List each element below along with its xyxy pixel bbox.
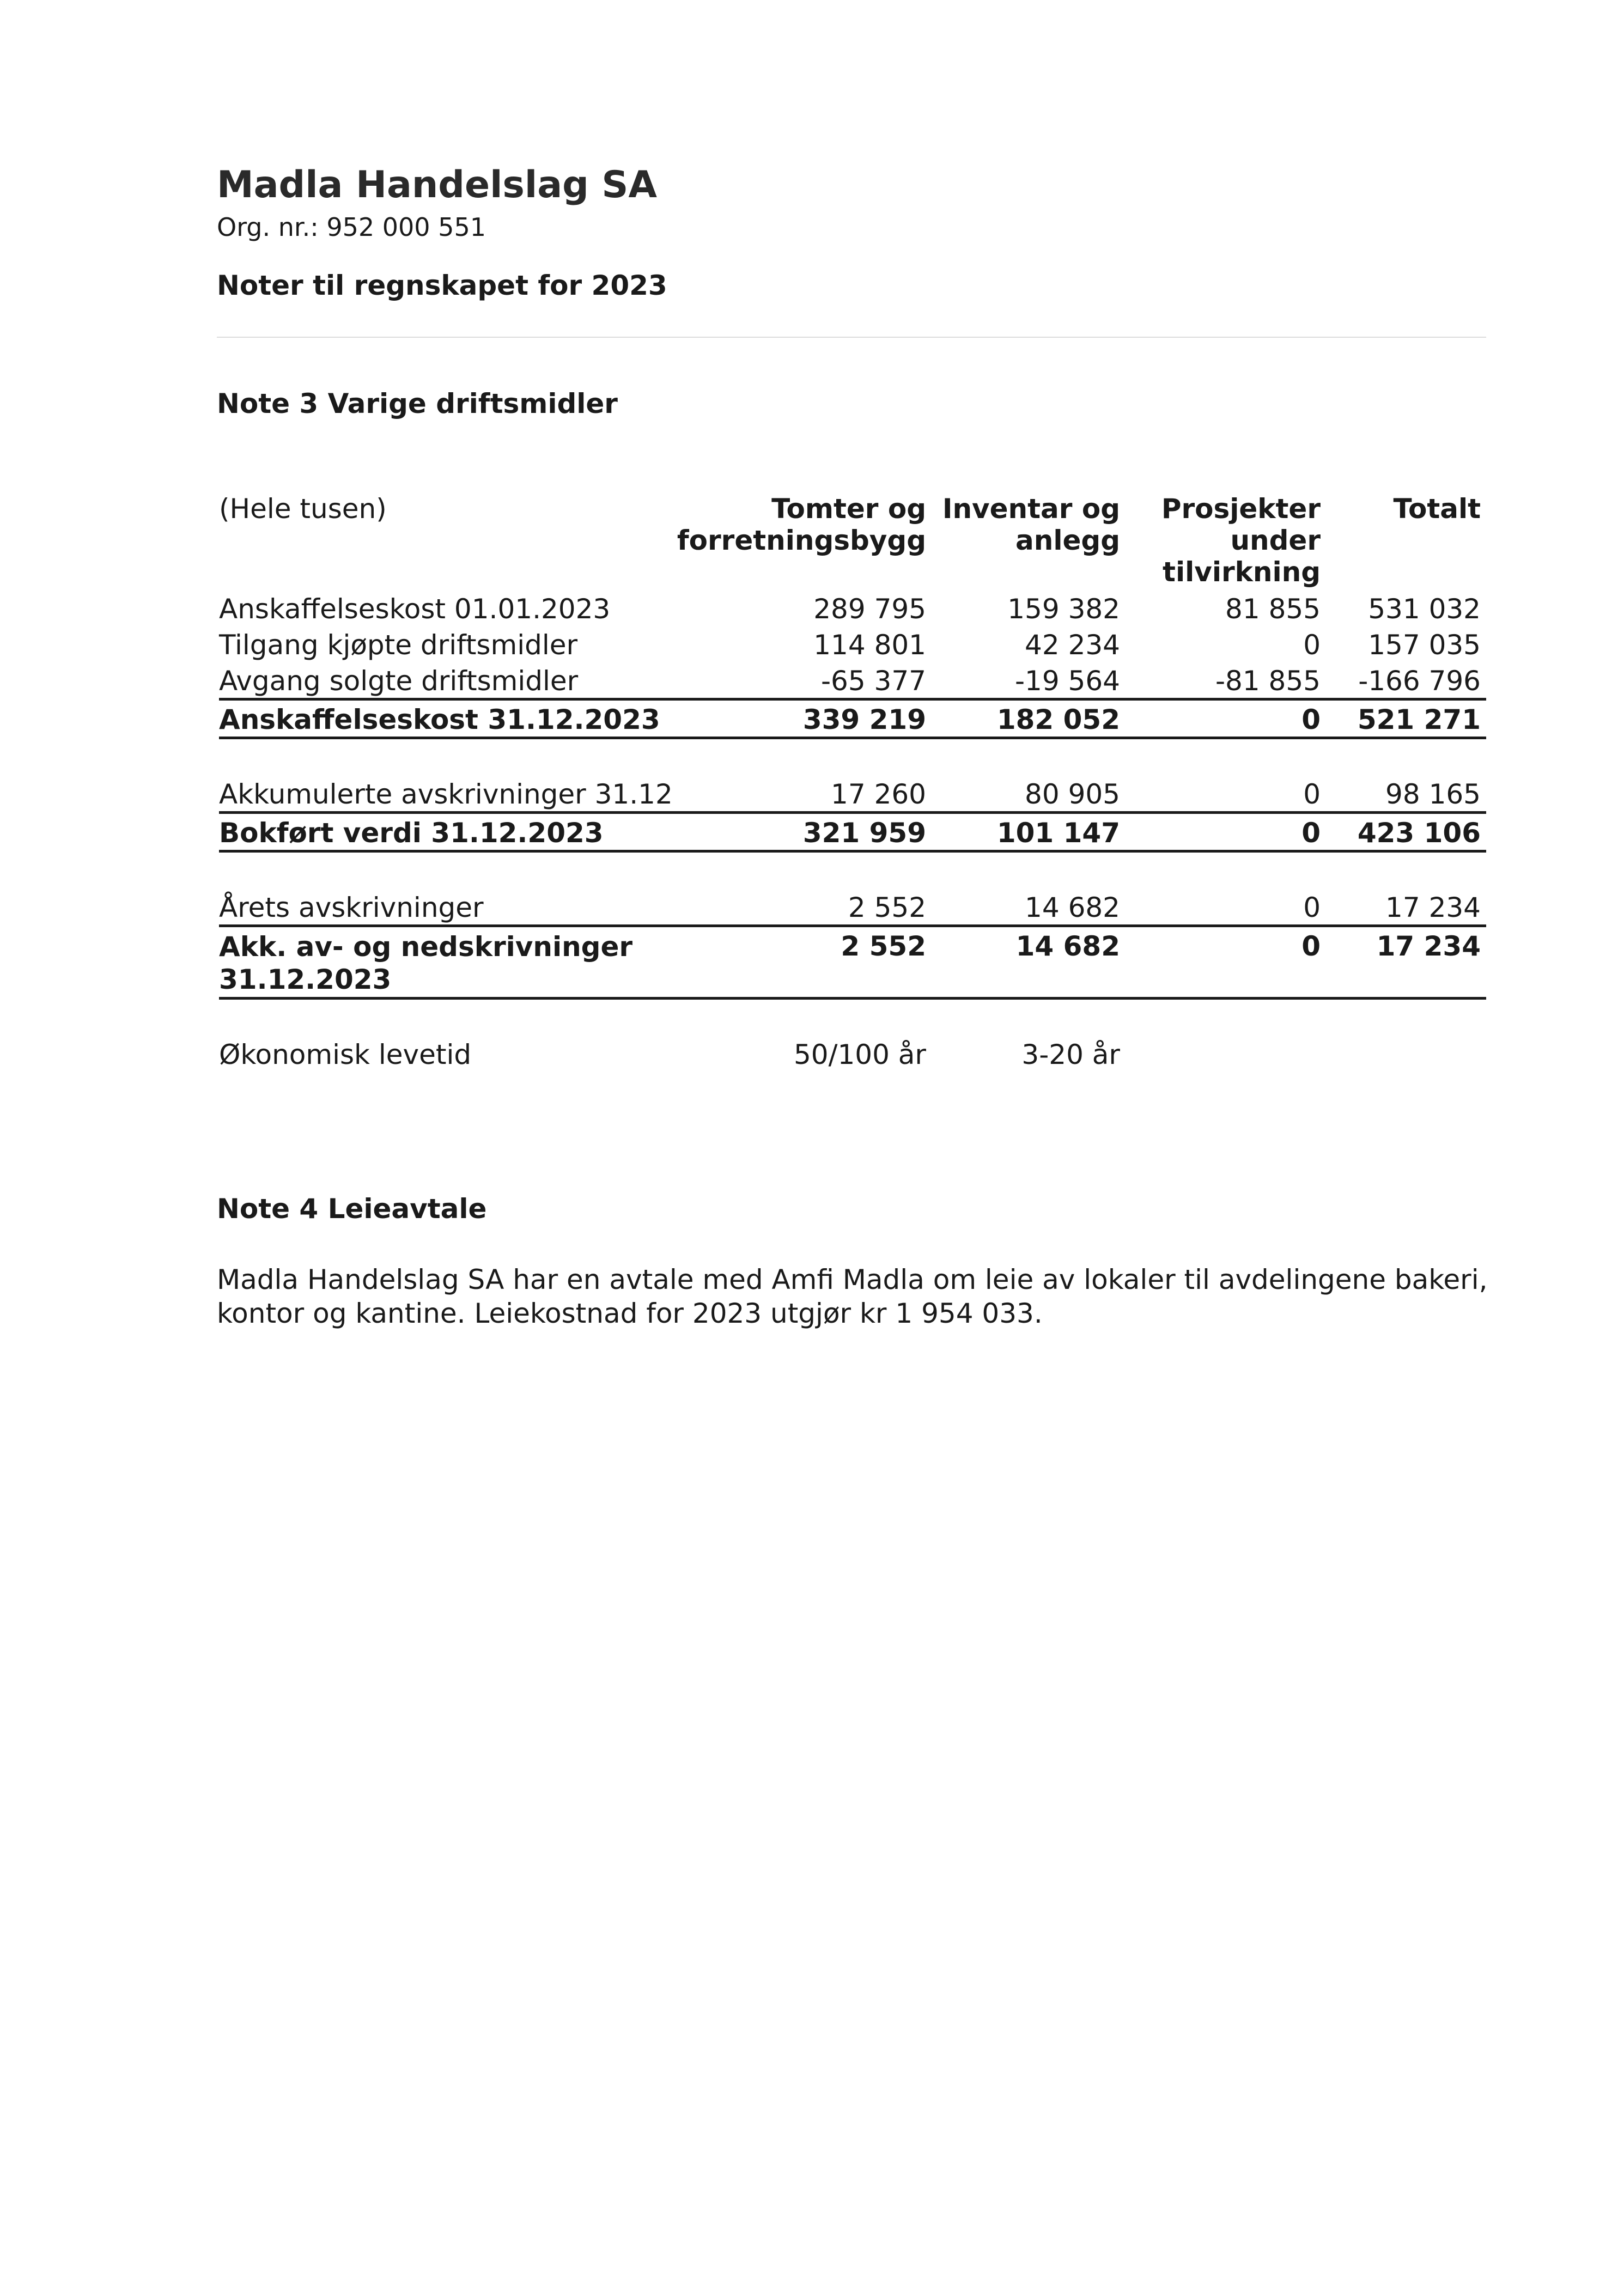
unit-label: (Hele tusen) — [219, 493, 387, 525]
note3-title: Note 3 Varige driftsmidler — [217, 388, 618, 419]
note4-text: Madla Handelslag SA har en avtale med Amfi Madla om leie av lokaler til avdelingene bakeri, kontor og kantine. Leiekostnad for 2023 utgjør kr 1 954 033. — [217, 1264, 1488, 1329]
column-header-tomter: Tomter og forretningsbygg — [677, 493, 926, 556]
column-header-prosjekter: Prosjekter under tilvirkning — [1161, 493, 1321, 588]
fixed-assets-table — [219, 493, 1486, 1072]
table-row: Avgang solgte driftsmidler -65 377 -19 564 -81 855 -166 796 — [219, 662, 1486, 701]
table-row-total: Bokført verdi 31.12.2023 321 959 101 147 0 423 106 — [219, 814, 1486, 853]
document-subtitle: Noter til regnskapet for 2023 — [217, 270, 667, 301]
table-row: Tilgang kjøpte driftsmidler 114 801 42 234 0 157 035 — [219, 629, 1481, 661]
table-header — [219, 493, 1486, 590]
company-name: Madla Handelslag SA — [217, 163, 658, 206]
table-row-total: Akk. av- og nedskrivninger 31.12.2023 2 552 14 682 0 17 234 — [219, 927, 1486, 1000]
table-row: Økonomisk levetid 50/100 år 3-20 år — [219, 1039, 1120, 1070]
divider — [217, 337, 1486, 338]
org-number: Org. nr.: 952 000 551 — [217, 212, 486, 242]
note4-title: Note 4 Leieavtale — [217, 1193, 487, 1225]
table-row: Akkumulerte avskrivninger 31.12 17 260 80 905 0 98 165 — [219, 775, 1486, 814]
column-header-totalt: Totalt — [1393, 493, 1481, 525]
table-row: Årets avskrivninger 2 552 14 682 0 17 234 — [219, 889, 1486, 927]
table-row: Anskaffelseskost 01.01.2023 289 795 159 382 81 855 531 032 — [219, 593, 1481, 625]
table-row-total: Anskaffelseskost 31.12.2023 339 219 182 052 0 521 271 — [219, 701, 1486, 739]
column-header-inventar: Inventar og anlegg — [942, 493, 1120, 556]
